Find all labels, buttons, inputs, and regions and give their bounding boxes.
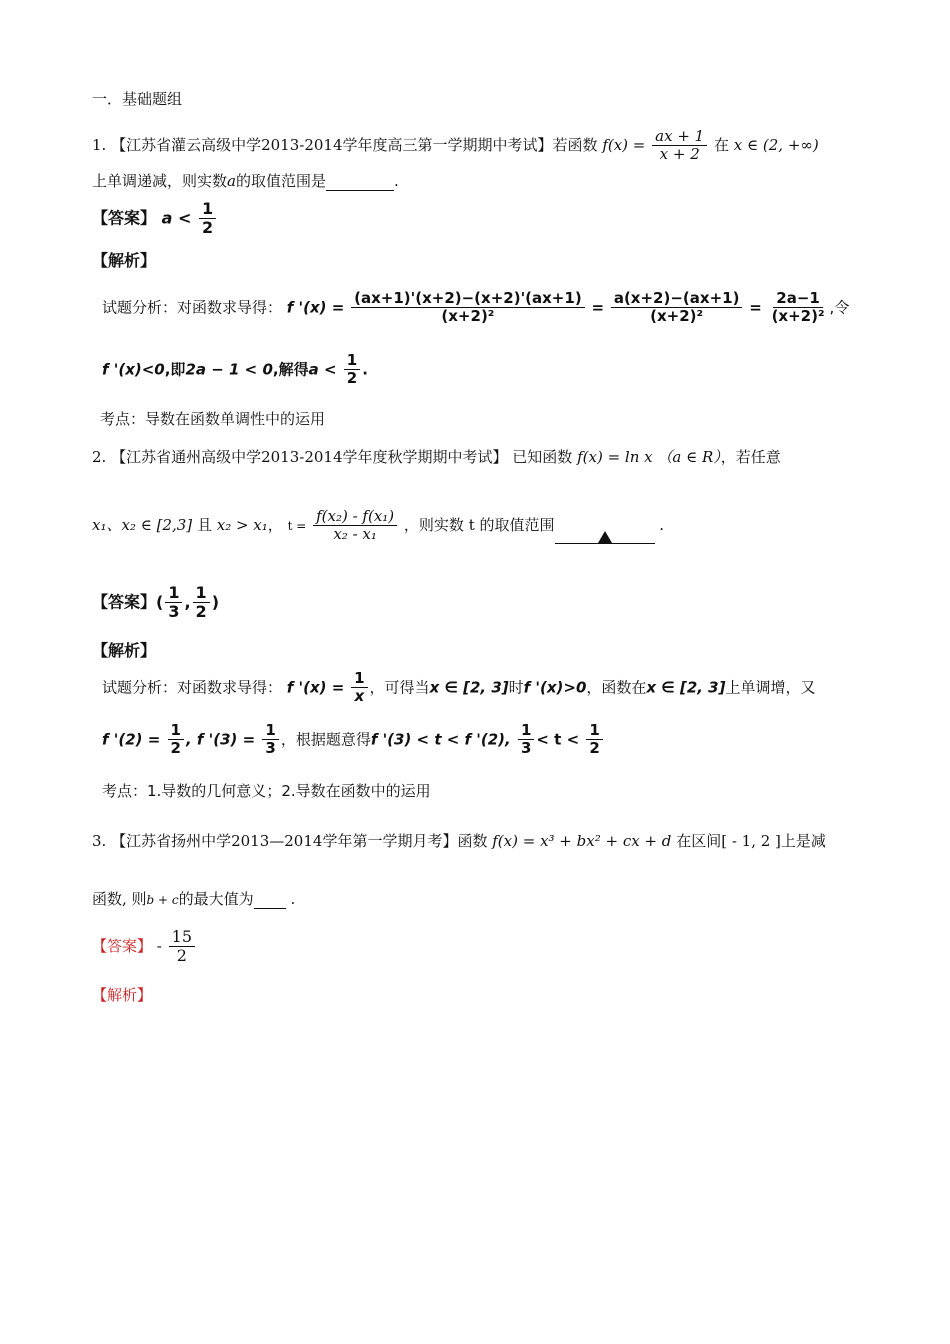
q1-text: ,即 — [164, 360, 186, 379]
q1-derivative-fraction-1-num: (ax+1)'(x+2)−(x+2)'(ax+1) — [351, 290, 585, 308]
q2-t-range: < t < — [536, 730, 580, 749]
q2-variables: x₁、x₂ ∈ [2,3] — [92, 515, 193, 534]
q2-derivative-denominator: x — [354, 687, 365, 706]
q3-analysis-label — [92, 984, 152, 1005]
q1-derivative-fraction-1-den: (x+2)² — [441, 307, 495, 326]
q3-number: 3. — [92, 832, 107, 850]
q2-analysis-line2 — [102, 722, 605, 758]
q2-text: ，则实数 t 的取值范围 — [403, 515, 555, 534]
q2-f2-num: 1 — [168, 722, 184, 740]
q2-source: 【江苏省通州高级中学2013-2014学年度秋学期期中考试】 — [111, 448, 508, 466]
q1-analysis-intro: 试题分析：对函数求导得： — [102, 298, 283, 317]
q1-text: ,解得 — [272, 360, 309, 379]
q2-derivative-lhs: f '(x) = — [286, 678, 345, 697]
q1-text: 若函数 — [552, 135, 598, 154]
q1-analysis-label — [92, 248, 156, 271]
q1-answer-denominator: 2 — [201, 218, 214, 238]
q1-text: 在 — [714, 135, 730, 154]
q2-number: 2. — [92, 448, 107, 466]
q3-answer-label: 【答案】 — [92, 936, 153, 955]
q2-f3-fraction — [262, 722, 278, 758]
q2-analysis-label — [92, 638, 156, 661]
q1-derivative-lhs: f '(x) = — [286, 298, 345, 317]
q2-t-numerator: f(x₂) - f(x₁) — [313, 508, 397, 526]
q2-f3-den: 3 — [265, 739, 276, 758]
q3-function: f(x) = x³ + bx² + cx + d — [492, 832, 672, 850]
q1-text: . — [362, 360, 368, 379]
q2-condition: （a ∈ R） — [657, 448, 721, 466]
q1-kaodian — [100, 408, 325, 429]
q2-t-denominator: x₂ - x₁ — [333, 525, 377, 544]
q2-answer — [92, 584, 219, 622]
q3-text: 的最大值为 — [178, 890, 254, 908]
q3-answer-denominator: 2 — [176, 946, 187, 966]
q1-derivative-fraction-1 — [351, 290, 585, 326]
q3-text: . — [290, 890, 296, 908]
q1-number: 1. — [92, 135, 107, 154]
q2-kaodian — [102, 780, 431, 801]
q2-stem-line2 — [92, 508, 664, 544]
q2-bound-2-den: 2 — [589, 739, 600, 758]
q2-bound-2-num: 1 — [586, 722, 602, 740]
q1-variable: a — [227, 172, 236, 190]
q1-derivative-fraction-2-den: (x+2)² — [650, 307, 704, 326]
q2-f3: , f '(3) = — [185, 730, 256, 749]
q1-domain: x ∈ (2, +∞) — [733, 135, 819, 154]
q1-stem-line1 — [92, 128, 819, 164]
q2-text: 且 — [196, 515, 212, 534]
q1-text: 上单调递减，则实数 — [92, 172, 228, 190]
q1-function: f(x) = — [602, 135, 646, 154]
q3-expression: b + c — [146, 893, 179, 907]
q1-answer-label: 【答案】 — [92, 208, 157, 228]
q1-analysis-line2 — [102, 352, 368, 388]
q2-answer-blank — [555, 529, 655, 544]
q2-analysis-intro: 试题分析：对函数求导得： — [102, 678, 283, 697]
q1-function-fraction — [652, 128, 707, 164]
q2-bound-1-num: 1 — [518, 722, 534, 740]
q2-text: . — [659, 515, 665, 534]
q2-f2: f '(2) = — [102, 730, 161, 749]
section-title-text: 一．基础题组 — [92, 90, 183, 108]
q1-kaodian-text: 考点：导数在函数单调性中的运用 — [100, 410, 326, 428]
q3-answer-numerator: 15 — [169, 928, 195, 947]
q2-stem-line1 — [92, 446, 781, 467]
q1-derivative-fraction-2-num: a(x+2)−(ax+1) — [611, 290, 743, 308]
q2-f3-num: 1 — [262, 722, 278, 740]
q1-condition: f '(x)<0 — [102, 360, 165, 379]
q2-answer-fraction-2-den: 2 — [195, 602, 207, 622]
q1-answer-numerator: 1 — [199, 200, 216, 219]
q1-fraction-denominator: x + 2 — [659, 145, 700, 164]
q2-bound-fraction-1 — [518, 722, 534, 758]
q1-result-fraction — [344, 352, 360, 388]
q2-f2-fraction — [168, 722, 184, 758]
q2-bound-fraction-2 — [586, 722, 602, 758]
q3-source: 【江苏省扬州中学2013—2014学年第一学期月考】 — [111, 832, 458, 850]
q1-inequality: 2a − 1 < 0 — [185, 360, 273, 379]
q2-text: 时 — [508, 678, 524, 697]
q2-range: x ∈ [2, 3] — [646, 678, 726, 697]
q2-function: f(x) = ln x — [577, 448, 653, 466]
q2-derivative-fraction — [351, 670, 367, 706]
q1-result: a < — [308, 360, 337, 379]
q2-answer-paren: ) — [211, 592, 219, 612]
q2-text: ，函数在 — [586, 678, 647, 697]
section-title — [92, 88, 182, 109]
q2-analysis-label-text: 【解析】 — [92, 641, 157, 660]
q1-answer-expr: a < — [161, 208, 192, 228]
q3-answer-sign: - — [156, 936, 162, 955]
q1-answer — [92, 200, 218, 238]
q2-text: ，根据题意得 — [280, 730, 371, 749]
q3-stem-line1 — [92, 830, 826, 851]
q1-derivative-fraction-3-den: (x+2)² — [771, 307, 825, 326]
q2-derivative-numerator: 1 — [351, 670, 367, 688]
q2-range: x ∈ [2, 3] — [429, 678, 509, 697]
q2-kaodian-text: 考点：1.导数的几何意义；2.导数在函数中的运用 — [102, 782, 431, 800]
q1-derivative-fraction-3-num: 2a−1 — [773, 290, 823, 308]
q2-t-inequality: f '(3) < t < f '(2), — [370, 730, 511, 749]
q2-positive: f '(x)>0 — [523, 678, 587, 697]
q3-answer-blank — [254, 894, 286, 909]
q2-answer-label: 【答案】 — [92, 592, 157, 612]
q2-answer-comma: , — [184, 592, 191, 612]
q1-fraction-numerator: ax + 1 — [652, 128, 707, 146]
q2-answer-fraction-1-num: 1 — [165, 584, 182, 603]
q1-result-numerator: 1 — [344, 352, 360, 370]
q1-stem-line2: 上单调递减，则实数a的取值范围是 . — [92, 172, 399, 190]
q1-result-denominator: 2 — [346, 369, 358, 388]
q3-answer-fraction — [169, 928, 195, 966]
q3-stem-line2 — [92, 888, 295, 909]
q2-answer-fraction-1-den: 3 — [168, 602, 180, 622]
q1-derivative-fraction-2 — [611, 290, 743, 326]
q3-text: 上是减 — [780, 832, 826, 850]
q2-f2-den: 2 — [170, 739, 181, 758]
q1-answer-blank — [326, 176, 394, 191]
q2-inequality: x₂ > x₁ — [216, 515, 268, 534]
q2-text: ， — [267, 515, 283, 534]
q2-answer-paren: ( — [156, 592, 164, 612]
q3-analysis-label-text: 【解析】 — [92, 986, 153, 1004]
q1-text: 的取值范围是 — [235, 172, 326, 190]
q2-text: 上单调增，又 — [725, 678, 816, 697]
q2-bound-1-den: 3 — [520, 739, 532, 758]
q2-answer-fraction-2 — [193, 584, 210, 622]
q3-text: 在区间 — [676, 832, 722, 850]
q1-analysis-line1: 试题分析：对函数求导得： f '(x) = $\frac{(ax+1)'(x+2)-(x+2)'(ax+1)}{\text{(x+2)²}}$ = $\frac{a(x+2)-(ax+1)}{\text{(x+2)²}}$ = $\frac{2a-1}{\text{(x+2)²}}$ ,令 — [102, 289, 850, 326]
q2-text: 已知函数 — [512, 448, 573, 466]
q2-analysis-line1 — [102, 670, 816, 706]
q1-analysis-tail: ,令 — [829, 298, 850, 317]
triangle-icon — [598, 531, 612, 543]
q2-t-lhs: t = — [287, 518, 307, 533]
q3-interval: [ - 1, 2 ] — [721, 832, 781, 850]
q1-analysis-label-text: 【解析】 — [92, 251, 157, 270]
q2-answer-fraction-2-num: 1 — [193, 584, 210, 603]
q1-derivative-fraction-3 — [769, 290, 828, 326]
q3-answer — [92, 928, 197, 966]
q2-answer-fraction-1 — [165, 584, 182, 622]
q1-source: 【江苏省灌云高级中学2013-2014学年度高三第一学期期中考试】 — [111, 135, 553, 154]
q3-text: 函数 — [457, 832, 488, 850]
q2-text: ，可得当 — [369, 678, 430, 697]
q3-text: 函数, 则 — [92, 890, 147, 908]
q2-text: ，若任意 — [720, 448, 781, 466]
q1-answer-fraction — [199, 200, 216, 238]
q2-t-fraction — [313, 508, 397, 544]
